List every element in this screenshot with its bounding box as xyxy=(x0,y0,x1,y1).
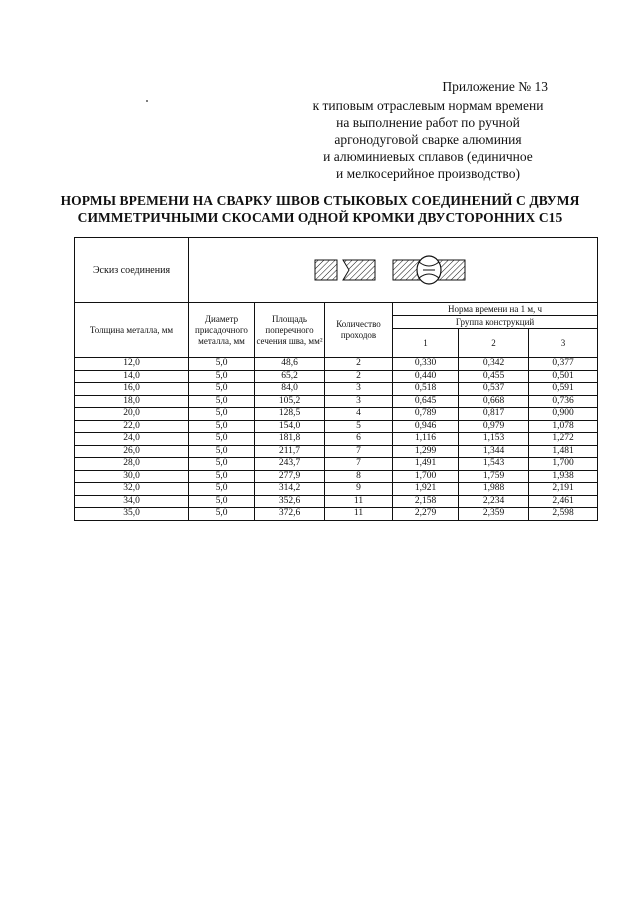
cell-diameter: 5,0 xyxy=(189,458,255,471)
title-line-2: СИММЕТРИЧНЫМИ СКОСАМИ ОДНОЙ КРОМКИ ДВУСТОРОННИХ С15 xyxy=(77,210,563,225)
cell-diameter: 5,0 xyxy=(189,358,255,371)
cell-area: 181,8 xyxy=(255,433,325,446)
cell-norm-group-3: 1,481 xyxy=(529,445,598,458)
appendix-line-2: на выполнение работ по ручной xyxy=(336,115,520,130)
cell-norm-group-3: 0,900 xyxy=(529,408,598,421)
cell-thickness: 26,0 xyxy=(75,445,189,458)
cell-area: 372,6 xyxy=(255,508,325,521)
cell-norm-group-2: 0,817 xyxy=(459,408,529,421)
cell-norm-group-2: 1,153 xyxy=(459,433,529,446)
cell-area: 154,0 xyxy=(255,420,325,433)
header-area: Площадь поперечного сечения шва, мм² xyxy=(255,303,325,358)
table-row xyxy=(75,358,598,371)
table-row xyxy=(75,395,598,408)
cell-diameter: 5,0 xyxy=(189,495,255,508)
cell-thickness: 14,0 xyxy=(75,370,189,383)
cell-norm-group-2: 1,988 xyxy=(459,483,529,496)
cell-norm-group-3: 2,598 xyxy=(529,508,598,521)
cell-norm-group-3: 0,501 xyxy=(529,370,598,383)
appendix-line-5: и мелкосерийное производство) xyxy=(336,166,520,181)
header-group-3: 3 xyxy=(529,329,598,358)
cell-diameter: 5,0 xyxy=(189,395,255,408)
cell-area: 243,7 xyxy=(255,458,325,471)
table-row xyxy=(75,433,598,446)
cell-thickness: 35,0 xyxy=(75,508,189,521)
cell-norm-group-3: 1,700 xyxy=(529,458,598,471)
joint-sketch xyxy=(189,238,598,303)
header-thickness: Толщина металла, мм xyxy=(75,303,189,358)
header-norm: Норма времени на 1 м, ч xyxy=(393,303,598,316)
cell-norm-group-1: 0,645 xyxy=(393,395,459,408)
cell-thickness: 24,0 xyxy=(75,433,189,446)
table-row xyxy=(75,445,598,458)
cell-passes: 11 xyxy=(325,495,393,508)
cell-diameter: 5,0 xyxy=(189,508,255,521)
header-passes: Количество проходов xyxy=(325,303,393,358)
cell-area: 48,6 xyxy=(255,358,325,371)
table-row xyxy=(75,508,598,521)
cell-norm-group-3: 1,078 xyxy=(529,420,598,433)
appendix-line-1: к типовым отраслевым нормам времени xyxy=(312,98,544,113)
cell-norm-group-2: 0,668 xyxy=(459,395,529,408)
cell-norm-group-3: 1,272 xyxy=(529,433,598,446)
cell-norm-group-2: 1,759 xyxy=(459,470,529,483)
cell-diameter: 5,0 xyxy=(189,470,255,483)
cell-passes: 9 xyxy=(325,483,393,496)
cell-norm-group-2: 0,342 xyxy=(459,358,529,371)
cell-diameter: 5,0 xyxy=(189,408,255,421)
cell-norm-group-1: 0,789 xyxy=(393,408,459,421)
appendix-block xyxy=(278,78,578,182)
title-line-1: НОРМЫ ВРЕМЕНИ НА СВАРКУ ШВОВ СТЫКОВЫХ СОЕДИНЕНИЙ С ДВУМЯ xyxy=(60,193,580,208)
cell-norm-group-1: 1,299 xyxy=(393,445,459,458)
cell-diameter: 5,0 xyxy=(189,433,255,446)
cell-norm-group-2: 1,344 xyxy=(459,445,529,458)
table-row xyxy=(75,370,598,383)
cell-norm-group-2: 0,537 xyxy=(459,383,529,396)
cell-thickness: 20,0 xyxy=(75,408,189,421)
appendix-line-4: и алюминиевых сплавов (единичное xyxy=(323,149,533,164)
cell-passes: 3 xyxy=(325,383,393,396)
cell-thickness: 16,0 xyxy=(75,383,189,396)
cell-norm-group-3: 0,591 xyxy=(529,383,598,396)
cell-passes: 6 xyxy=(325,433,393,446)
cell-area: 84,0 xyxy=(255,383,325,396)
appendix-title: Приложение № 13 xyxy=(442,79,548,94)
cell-area: 105,2 xyxy=(255,395,325,408)
cell-norm-group-1: 1,116 xyxy=(393,433,459,446)
cell-norm-group-1: 2,279 xyxy=(393,508,459,521)
cell-area: 211,7 xyxy=(255,445,325,458)
cell-diameter: 5,0 xyxy=(189,383,255,396)
cell-area: 128,5 xyxy=(255,408,325,421)
cell-passes: 7 xyxy=(325,445,393,458)
table-row xyxy=(75,495,598,508)
table-row xyxy=(75,483,598,496)
table-row xyxy=(75,470,598,483)
cell-norm-group-1: 0,946 xyxy=(393,420,459,433)
cell-thickness: 30,0 xyxy=(75,470,189,483)
cell-passes: 4 xyxy=(325,408,393,421)
table-row xyxy=(75,408,598,421)
cell-passes: 11 xyxy=(325,508,393,521)
cell-norm-group-3: 0,377 xyxy=(529,358,598,371)
table-row xyxy=(75,420,598,433)
cell-passes: 2 xyxy=(325,358,393,371)
cell-norm-group-2: 2,234 xyxy=(459,495,529,508)
appendix-line-3: аргонодуговой сварке алюминия xyxy=(334,132,522,147)
cell-norm-group-1: 0,440 xyxy=(393,370,459,383)
norms-table xyxy=(74,237,598,521)
cell-thickness: 28,0 xyxy=(75,458,189,471)
cell-area: 352,6 xyxy=(255,495,325,508)
cell-diameter: 5,0 xyxy=(189,445,255,458)
cell-norm-group-3: 1,938 xyxy=(529,470,598,483)
document-title xyxy=(40,192,600,226)
cell-norm-group-2: 1,543 xyxy=(459,458,529,471)
cell-passes: 2 xyxy=(325,370,393,383)
table-row xyxy=(75,458,598,471)
cell-norm-group-2: 2,359 xyxy=(459,508,529,521)
header-diameter: Диаметр присадочного металла, мм xyxy=(189,303,255,358)
cell-thickness: 12,0 xyxy=(75,358,189,371)
cell-norm-group-1: 2,158 xyxy=(393,495,459,508)
cell-passes: 5 xyxy=(325,420,393,433)
cell-thickness: 22,0 xyxy=(75,420,189,433)
cell-passes: 3 xyxy=(325,395,393,408)
scan-speck xyxy=(146,100,148,102)
cell-norm-group-1: 1,700 xyxy=(393,470,459,483)
cell-thickness: 18,0 xyxy=(75,395,189,408)
cell-norm-group-1: 1,921 xyxy=(393,483,459,496)
cell-area: 277,9 xyxy=(255,470,325,483)
cell-norm-group-1: 0,518 xyxy=(393,383,459,396)
cell-thickness: 34,0 xyxy=(75,495,189,508)
cell-diameter: 5,0 xyxy=(189,420,255,433)
cell-thickness: 32,0 xyxy=(75,483,189,496)
header-group: Группа конструкций xyxy=(393,316,598,329)
cell-area: 65,2 xyxy=(255,370,325,383)
cell-diameter: 5,0 xyxy=(189,370,255,383)
cell-passes: 7 xyxy=(325,458,393,471)
cell-area: 314,2 xyxy=(255,483,325,496)
sketch-label: Эскиз соединения xyxy=(75,238,189,303)
joint-sketch-icon xyxy=(313,248,473,292)
cell-norm-group-1: 0,330 xyxy=(393,358,459,371)
cell-norm-group-3: 2,191 xyxy=(529,483,598,496)
cell-diameter: 5,0 xyxy=(189,483,255,496)
cell-passes: 8 xyxy=(325,470,393,483)
cell-norm-group-2: 0,455 xyxy=(459,370,529,383)
header-group-2: 2 xyxy=(459,329,529,358)
cell-norm-group-3: 0,736 xyxy=(529,395,598,408)
cell-norm-group-1: 1,491 xyxy=(393,458,459,471)
cell-norm-group-2: 0,979 xyxy=(459,420,529,433)
cell-norm-group-3: 2,461 xyxy=(529,495,598,508)
table-row xyxy=(75,383,598,396)
table-body xyxy=(75,358,598,521)
header-group-1: 1 xyxy=(393,329,459,358)
